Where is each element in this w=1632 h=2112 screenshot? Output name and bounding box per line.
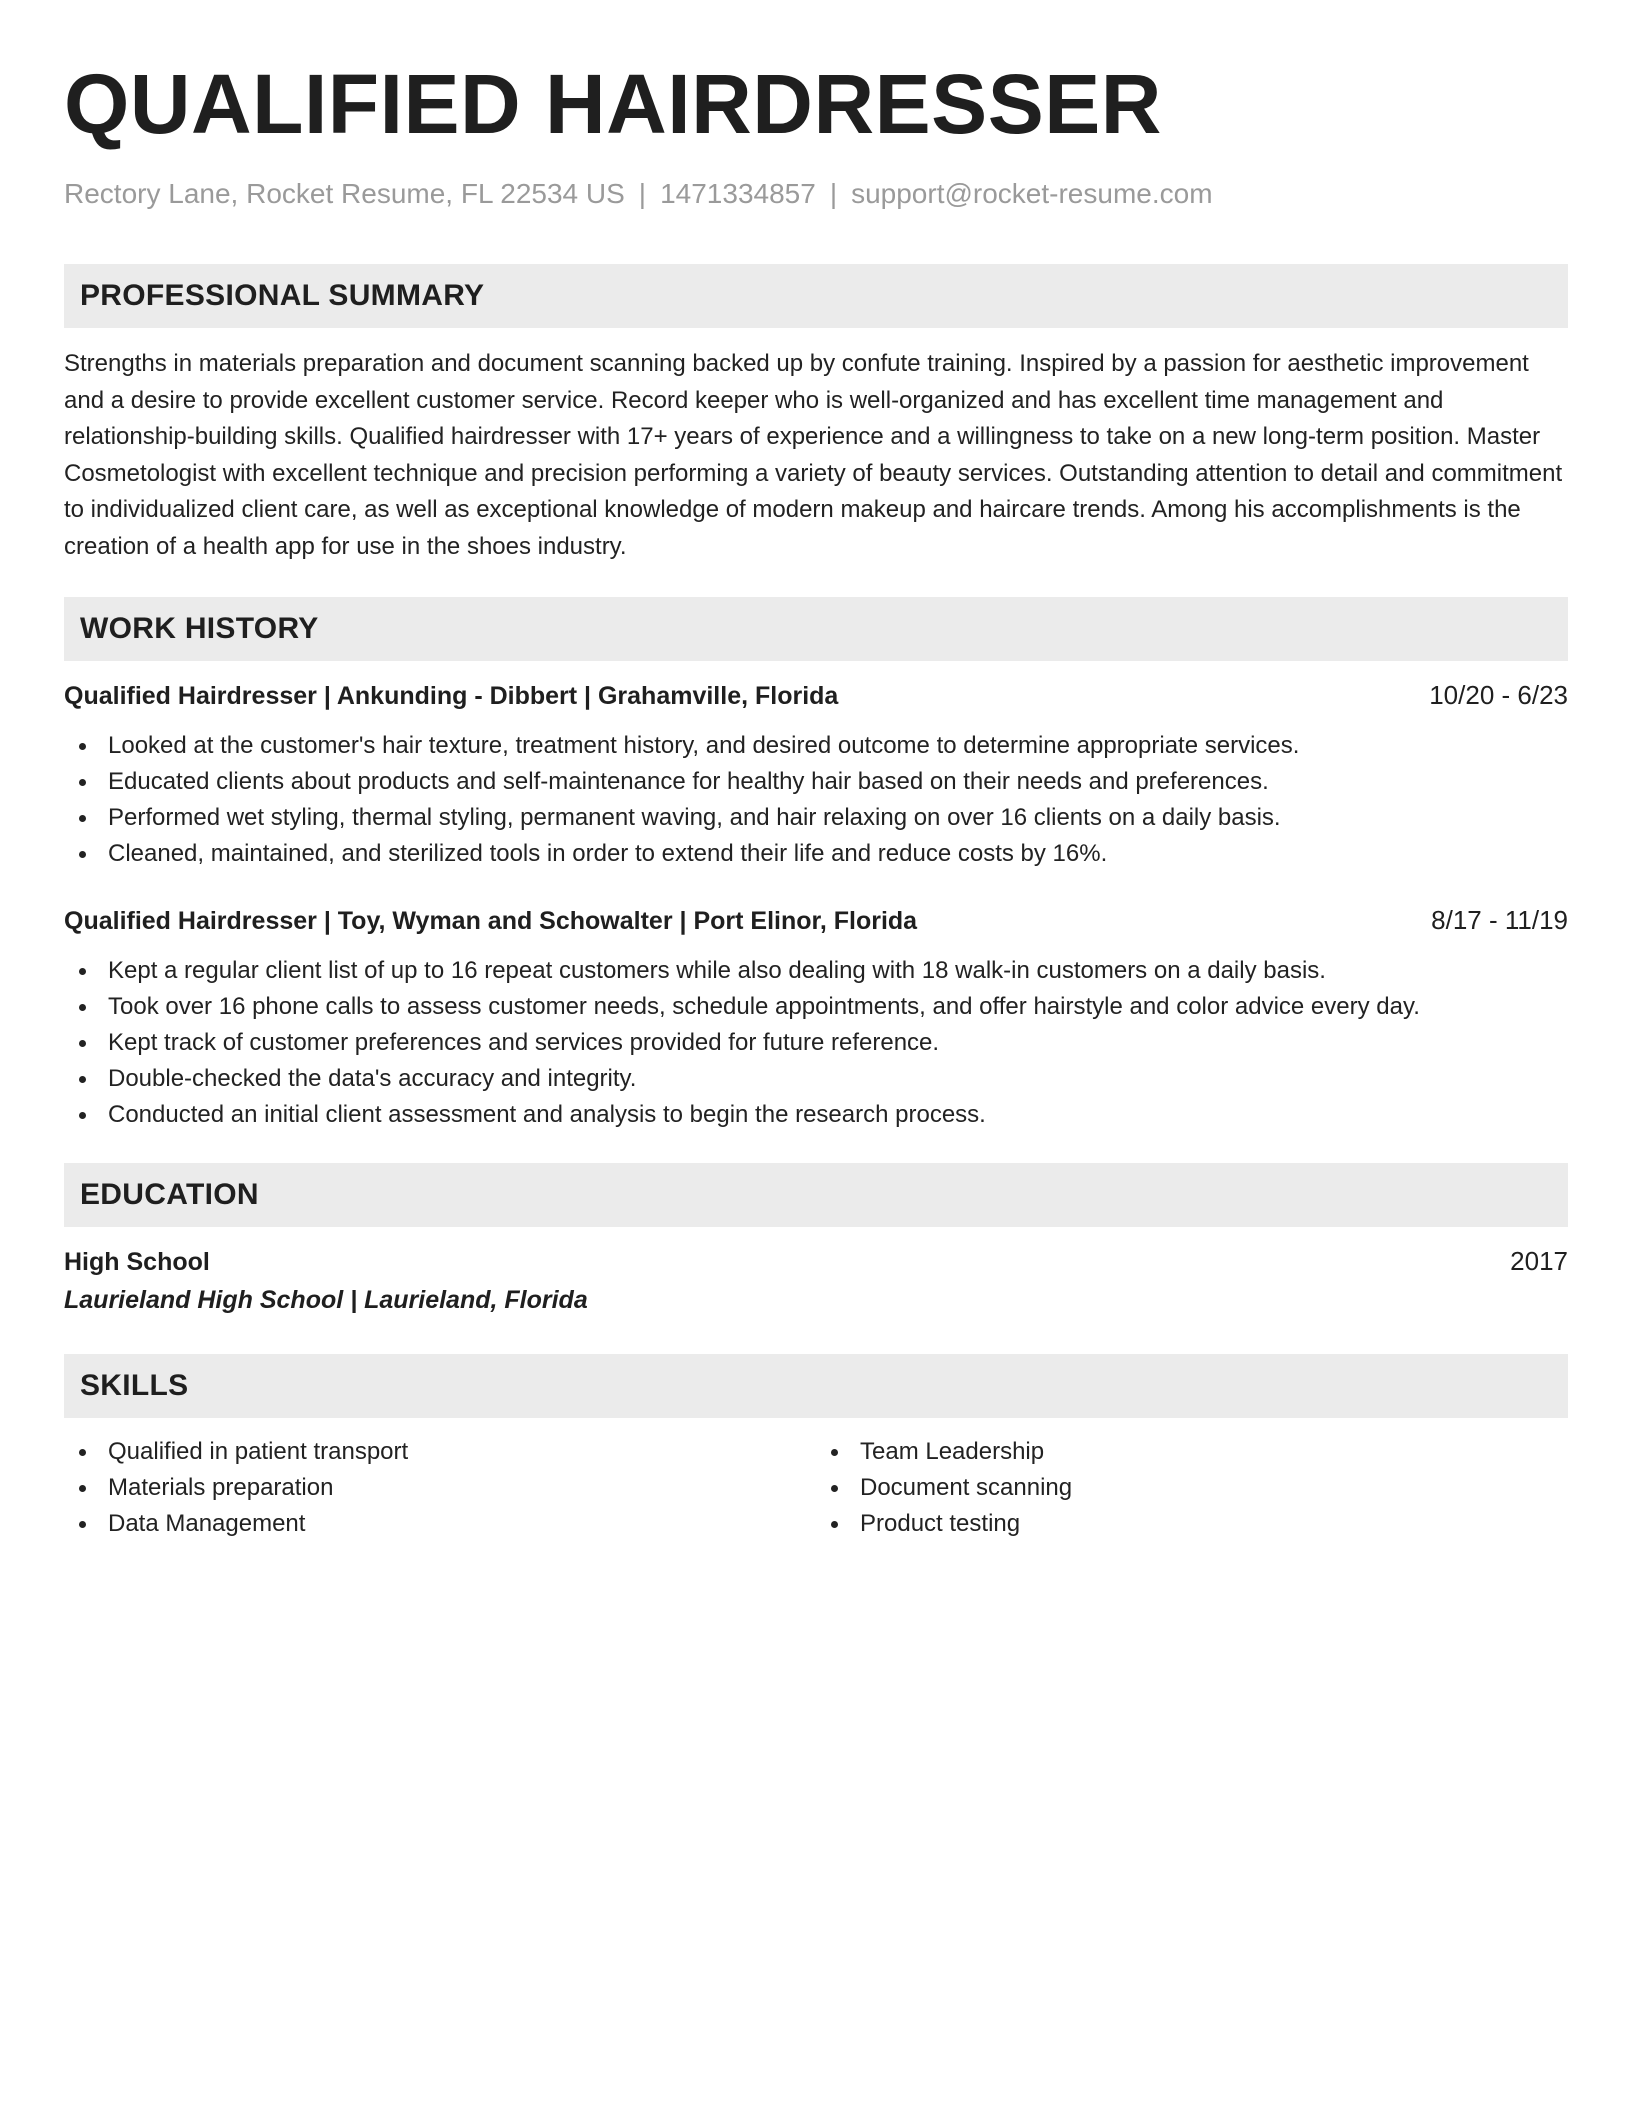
contact-line [64,176,1568,212]
skills-column-right [816,1434,1568,1542]
bullet-text: Conducted an initial client assessment and analysis to begin the research process. [108,1101,986,1128]
list-item [816,1470,1568,1506]
list-item [816,1506,1568,1542]
job-dates: 8/17 - 11/19 [1431,905,1568,935]
list-item [64,1470,816,1506]
bullet-icon [831,1521,838,1528]
list-item [64,989,1568,1025]
bullet-text: Performed wet styling, thermal styling, permanent waving, and hair relaxing on over 16 clients on a daily basis. [108,804,1281,831]
bullet-icon [79,1004,86,1011]
bullet-icon [79,1112,86,1119]
list-item [64,728,1568,764]
bullet-text: Kept track of customer preferences and services provided for future reference. [108,1029,940,1056]
list-item [64,764,1568,800]
bullet-icon [79,779,86,786]
contact-address: Rectory Lane, Rocket Resume, FL 22534 US [64,178,625,209]
list-item [64,1025,1568,1061]
list-item [64,1061,1568,1097]
list-item [64,1434,816,1470]
list-item [64,800,1568,836]
list-item [64,836,1568,872]
resume-name: QUALIFIED HAIRDRESSER [64,57,1162,151]
bullet-icon [79,1076,86,1083]
bullet-icon [831,1449,838,1456]
contact-separator: | [829,178,838,209]
bullet-icon [79,1485,86,1492]
job-bullet-list [64,728,1568,872]
list-item [816,1434,1568,1470]
skill-text: Qualified in patient transport [108,1438,409,1465]
skills-list [816,1434,1568,1542]
skills-grid [64,1434,1568,1542]
skills-column-left [64,1434,816,1542]
list-item [64,1097,1568,1133]
contact-phone: 1471334857 [660,178,816,209]
job-title: Qualified Hairdresser | Toy, Wyman and Schowalter | Port Elinor, Florida [64,907,918,935]
section-header-work-history: WORK HISTORY [64,597,1568,661]
skill-text: Materials preparation [108,1474,334,1501]
skill-text: Product testing [860,1510,1021,1537]
job-header [64,677,1568,714]
bullet-icon [79,968,86,975]
bullet-icon [79,1521,86,1528]
job-title: Qualified Hairdresser | Ankunding - Dibbert | Grahamville, Florida [64,682,839,710]
bullet-text: Took over 16 phone calls to assess customer needs, schedule appointments, and offer hairstyle and color advice every day. [108,993,1420,1020]
skill-text: Team Leadership [860,1438,1045,1465]
job-header [64,902,1568,939]
bullet-icon [79,1040,86,1047]
contact-email: support@rocket-resume.com [851,178,1213,209]
bullet-icon [79,743,86,750]
education-year: 2017 [1510,1246,1568,1276]
job-dates: 10/20 - 6/23 [1429,680,1568,710]
education-school: Laurieland High School | Laurieland, Florida [64,1286,588,1314]
education-header [64,1243,1568,1280]
bullet-icon [79,815,86,822]
job-bullet-list [64,953,1568,1133]
education-degree: High School [64,1248,210,1276]
bullet-icon [79,1449,86,1456]
section-header-summary: PROFESSIONAL SUMMARY [64,264,1568,328]
bullet-text: Looked at the customer's hair texture, treatment history, and desired outcome to determine appropriate services. [108,732,1300,759]
section-header-education: EDUCATION [64,1163,1568,1227]
bullet-text: Double-checked the data's accuracy and integrity. [108,1065,637,1092]
list-item [64,953,1568,989]
skill-text: Document scanning [860,1474,1073,1501]
bullet-text: Educated clients about products and self-maintenance for healthy hair based on their needs and preferences. [108,768,1269,795]
bullet-icon [79,851,86,858]
section-header-skills: SKILLS [64,1354,1568,1418]
summary-text: Strengths in materials preparation and document scanning backed up by confute training. Inspired by a passion for aesthetic improvement and a desire to provide excellent customer service. Record keeper who is well-organized and has excellent time management and relationship-building skills. Qualified hairdresser with 17+ years of experience and a willingness to take on a new long-term position. Master Cosmetologist with excellent technique and precision performing a variety of beauty services. Outstanding attention to detail and commitment to individualized client care, as well as exceptional knowledge of modern makeup and haircare trends. Among his accomplishments is the creation of a health app for use in the shoes industry. [64,350,1563,560]
contact-separator: | [638,178,647,209]
list-item [64,1506,816,1542]
bullet-icon [831,1485,838,1492]
bullet-text: Kept a regular client list of up to 16 repeat customers while also dealing with 18 walk-in customers on a daily basis. [108,957,1326,984]
skills-list [64,1434,816,1542]
bullet-text: Cleaned, maintained, and sterilized tools in order to extend their life and reduce costs by 16%. [108,840,1108,867]
skill-text: Data Management [108,1510,306,1537]
